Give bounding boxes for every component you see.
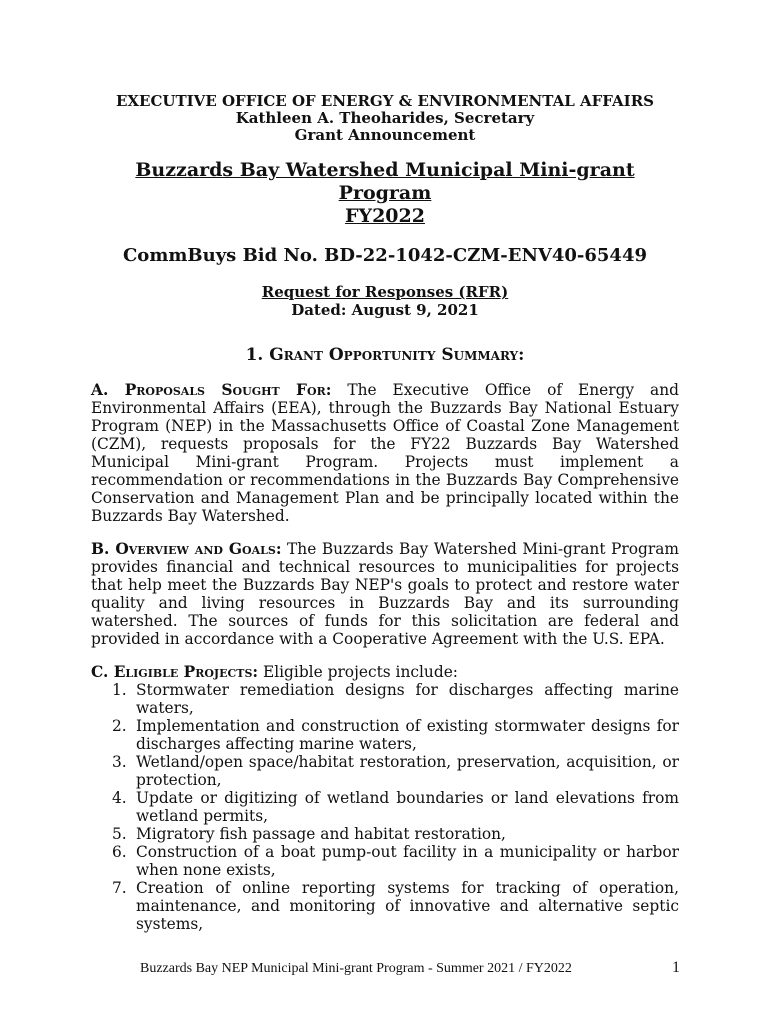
agency-header [91, 93, 679, 144]
paragraph-label: C. Eligible Projects: [91, 663, 259, 681]
secretary-name: Kathleen A. Theoharides, Secretary [235, 109, 535, 127]
footer-text: Buzzards Bay NEP Municipal Mini-grant Program - Summer 2021 / FY2022 [140, 961, 572, 976]
list-item-number: 2. [112, 717, 127, 735]
bid-number: CommBuys Bid No. BD-22-1042-CZM-ENV40-65449 [122, 245, 648, 266]
section-heading: 1. Grant Opportunity Summary: [245, 345, 525, 365]
program-title [91, 159, 679, 228]
eligible-projects-list [91, 681, 679, 933]
list-item [91, 843, 679, 879]
list-item [91, 825, 679, 843]
paragraph-label: B. Overview and Goals: [91, 540, 282, 558]
program-title-line2: FY2022 [345, 205, 425, 227]
page-number: 1 [672, 959, 680, 976]
list-item [91, 681, 679, 717]
list-item-number: 7. [112, 879, 127, 897]
paragraph-overview-goals [91, 540, 679, 648]
list-item [91, 753, 679, 789]
rfr-label: Request for Responses (RFR) [261, 283, 509, 301]
list-item-text: Construction of a boat pump-out facility in a municipality or harbor when none exists, [136, 843, 679, 879]
list-item [91, 879, 679, 933]
paragraph-label: A. Proposals Sought For: [91, 381, 332, 399]
agency-name: EXECUTIVE OFFICE OF ENERGY & ENVIRONMENTAL AFFAIRS [115, 92, 654, 110]
paragraph-text: The Buzzards Bay Watershed Mini-grant Program provides financial and technical resources to municipalities for projects that help meet the Buzzards Bay NEP's goals to protect and restore water quality and living resources in Buzzards Bay and its surrounding watershed. The sources of funds for this solicitation are federal and provided in accordance with a Cooperative Agreement with the U.S. EPA. [91, 540, 679, 648]
list-item-number: 5. [112, 825, 127, 843]
paragraph-eligible-projects [91, 663, 679, 681]
list-item-text: Implementation and construction of existing stormwater designs for discharges affecting marine waters, [136, 717, 679, 753]
list-item-text: Stormwater remediation designs for discharges affecting marine waters, [136, 681, 679, 717]
list-item-text: Migratory fish passage and habitat restoration, [136, 825, 506, 843]
page-footer [140, 960, 680, 978]
list-item-number: 3. [112, 753, 127, 771]
list-item-number: 6. [112, 843, 127, 861]
list-item-text: Creation of online reporting systems for tracking of operation, maintenance, and monitoring of innovative and alternative septic systems, [136, 879, 679, 933]
list-item-text: Update or digitizing of wetland boundaries or land elevations from wetland permits, [136, 789, 679, 825]
document-page [91, 93, 679, 933]
rfr-date: Dated: August 9, 2021 [291, 301, 479, 319]
list-item-number: 4. [112, 789, 127, 807]
list-item [91, 717, 679, 753]
announcement-label: Grant Announcement [294, 126, 476, 144]
program-title-line1: Buzzards Bay Watershed Municipal Mini-grant Program [135, 159, 635, 204]
paragraph-proposals-sought [91, 381, 679, 525]
list-item-text: Wetland/open space/habitat restoration, preservation, acquisition, or protection, [136, 753, 679, 789]
list-item [91, 789, 679, 825]
paragraph-text: Eligible projects include: [258, 663, 458, 681]
rfr-block [91, 283, 679, 319]
paragraph-text: The Executive Office of Energy and Environmental Affairs (EEA), through the Buzzards Bay National Estuary Program (NEP) in the Massachusetts Office of Coastal Zone Management (CZM), requests proposals for the FY22 Buzzards Bay Watershed Municipal Mini-grant Program. Projects must implement a recommendation or recommendations in the Buzzards Bay Comprehensive Conservation and Management Plan and be principally located within the Buzzards Bay Watershed. [91, 381, 679, 525]
list-item-number: 1. [112, 681, 127, 699]
